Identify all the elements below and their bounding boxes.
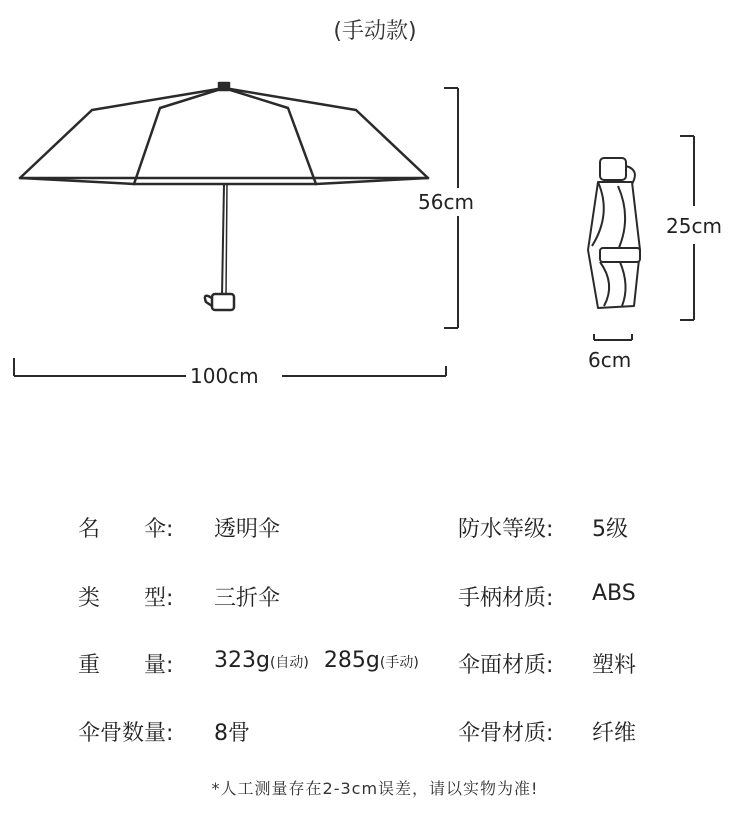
spec-handle-label: 手柄材质: (458, 586, 554, 611)
spec-type-value: 三折伞 (214, 586, 281, 611)
spec-frame-label: 伞骨材质: (458, 721, 554, 746)
folded-band (600, 248, 640, 262)
spec-ribs-value: 8骨 (214, 721, 250, 746)
folded-width-label: 6cm (588, 348, 632, 372)
spec-frame-value: 纤维 (592, 721, 637, 746)
spec-name-label: 名 伞: (78, 517, 174, 542)
measurement-note: *人工测量存在2-3cm误差，请以实物为准! (211, 779, 539, 798)
folded-length-label: 25cm (666, 214, 722, 238)
umbrella-tip (219, 83, 229, 90)
spec-waterproof-label: 防水等级: (458, 517, 554, 542)
spec-waterproof-value: 5级 (592, 517, 628, 542)
weight-auto-value: 323g (214, 648, 270, 673)
weight-manual-value: 285g (323, 648, 380, 673)
folded-body (588, 182, 640, 308)
open-height-label: 56cm (418, 190, 474, 214)
open-umbrella-illustration (20, 83, 428, 310)
page-title: (手动款) (333, 19, 417, 44)
spec-type-label: 类 型: (78, 586, 174, 611)
spec-canopy-label: 伞面材质: (458, 653, 554, 678)
folded-handle (600, 158, 626, 180)
open-width-label: 100cm (190, 364, 259, 388)
folded-width-bracket (594, 334, 632, 340)
spec-weight-value (214, 648, 419, 673)
weight-auto-note: (自动) (269, 655, 309, 671)
spec-weight-label: 重 量: (78, 653, 174, 678)
spec-name-value: 透明伞 (214, 517, 281, 542)
shaft-inner (226, 184, 227, 296)
canopy-panel-left (134, 88, 224, 184)
spec-handle-value: ABS (592, 581, 636, 606)
spec-ribs-label: 伞骨数量: (78, 721, 174, 746)
folded-umbrella-illustration (588, 158, 640, 308)
spec-canopy-value: 塑料 (592, 653, 637, 678)
canopy-outline (20, 88, 428, 178)
handle (212, 294, 234, 310)
canopy-panel-right (224, 88, 316, 184)
shaft (222, 184, 224, 296)
weight-manual-note: (手动) (379, 655, 419, 671)
